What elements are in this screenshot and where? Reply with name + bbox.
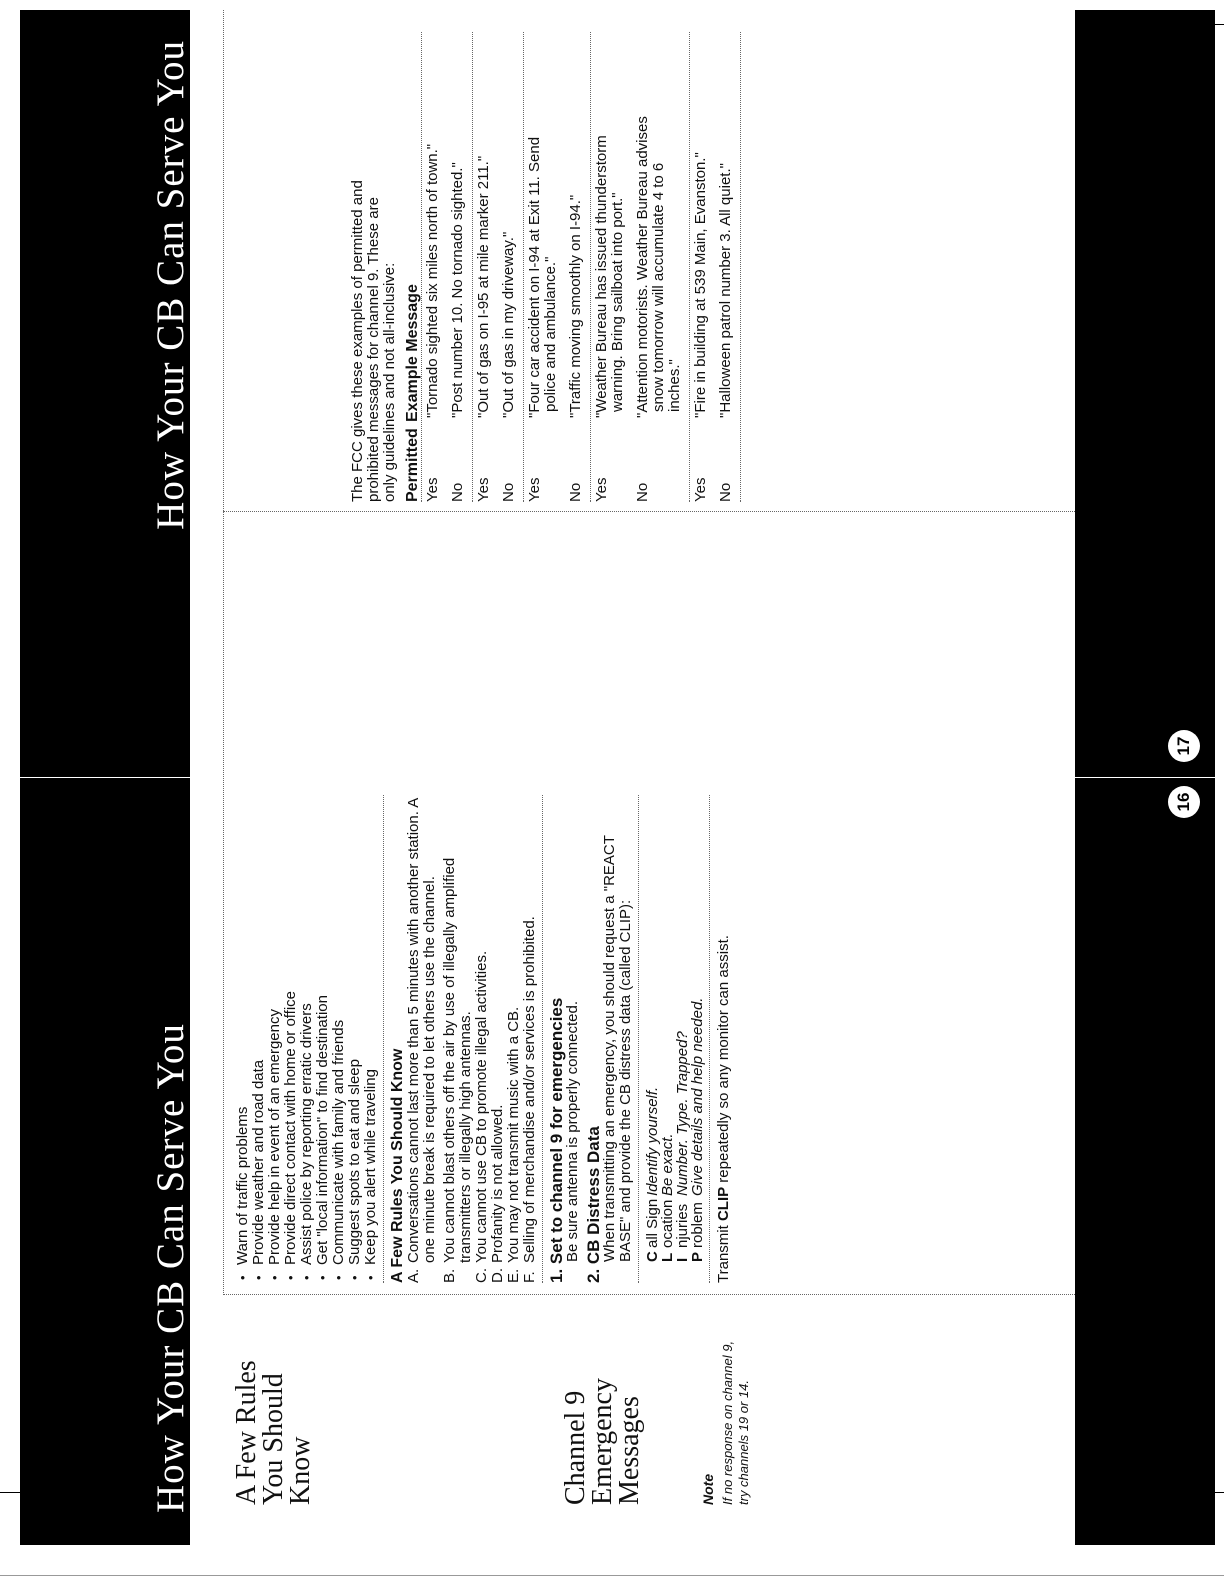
table-row: [447, 32, 472, 502]
table-row: [690, 32, 715, 502]
clip-row: [660, 795, 675, 1262]
divider: [740, 32, 741, 502]
clip-key: L: [659, 1252, 676, 1262]
list-item: • Keep you alert while traveling: [363, 795, 379, 1283]
uses-list: [235, 795, 379, 1283]
message-cell: "Weather Bureau has issued thunderstorm warning. Bring sailboat into port.": [593, 135, 626, 418]
step2-title: 2. CB Distress Data: [584, 1126, 603, 1283]
table-row: [422, 32, 447, 502]
list-item: • Provide weather and road data: [251, 795, 267, 1283]
side-heading-rules: A Few Rules You Should Know: [231, 1360, 316, 1505]
transmit-line: [716, 795, 732, 1283]
clip-word: all Sign: [644, 1198, 661, 1248]
clip-key: P: [689, 1251, 706, 1262]
rule-item: [406, 795, 438, 1283]
rule-letter: D.: [489, 1268, 506, 1283]
step1-title: 1. Set to channel 9 for emergencies: [547, 997, 566, 1283]
message-cell: "Halloween patrol number 3. All quiet.": [717, 163, 734, 418]
side-heading-channel9: Channel 9 Emergency Messages: [560, 1378, 645, 1505]
column-divider: [223, 1294, 1075, 1295]
rule-letter: B.: [441, 1268, 458, 1283]
divider: [542, 795, 543, 1283]
list-item: • Suggest spots to eat and sleep: [347, 795, 363, 1283]
rules-list: [406, 795, 538, 1283]
left-content: [235, 795, 732, 1283]
clip-word: njuries: [674, 1203, 691, 1248]
clip-desc: Identify yourself.: [644, 1086, 661, 1196]
column-divider: [223, 511, 1075, 512]
page-footer: [1075, 778, 1215, 1545]
message-cell: "Traffic moving smoothly on I-94.": [567, 194, 584, 418]
crop-mark: [0, 1575, 1224, 1576]
header-title: How Your CB Can Serve You: [149, 1023, 192, 1513]
col-example: Example Message: [404, 284, 421, 422]
header-rule: [190, 778, 224, 1295]
note-label: Note: [700, 1473, 716, 1505]
clip-key: I: [674, 1257, 691, 1262]
transmit-clip: CLIP: [715, 1186, 732, 1222]
rule-text: You may not transmit music with a CB.: [505, 1006, 522, 1263]
table-row: [565, 32, 590, 502]
rule-item: [506, 795, 522, 1283]
divider: [709, 795, 710, 1283]
message-cell: "Tornado sighted six miles north of town.": [424, 143, 441, 418]
clip-row: [675, 795, 690, 1262]
permitted-cell: No: [634, 482, 651, 502]
table-row: [715, 32, 740, 502]
intro-text: The FCC gives these examples of permitted and prohibited messages for channel 9. These are only guidelines and not all-inclusive:: [349, 180, 398, 502]
divider: [638, 795, 639, 1283]
permitted-cell: No: [449, 482, 466, 502]
clip-desc: Give details and help needed.: [689, 997, 706, 1196]
permitted-cell: Yes: [692, 477, 709, 502]
examples-table: [405, 32, 741, 502]
note-text: If no response on channel 9, try channels 19 or 14.: [720, 1340, 751, 1505]
rule-text: You cannot blast others off the air by use of illegally amplified transmitters or illegally high antennas.: [441, 857, 474, 1263]
list-item: • Warn of traffic problems: [235, 795, 251, 1283]
message-cell: "Four car accident on I-94 at Exit 11. Send police and ambulance.": [526, 136, 559, 418]
page-17: [20, 10, 1215, 777]
transmit-pre: Transmit: [715, 1225, 732, 1283]
col-permitted: Permitted: [404, 428, 421, 502]
step1-text: Be sure antenna is properly connected.: [564, 1001, 581, 1262]
table-row: [524, 32, 565, 502]
list-item: • Communicate with family and friends: [331, 795, 347, 1283]
table-row: [591, 32, 632, 502]
divider: [383, 795, 384, 1283]
message-cell: "Post number 10. No tornado sighted.": [449, 162, 466, 418]
step2-text: When transmitting an emergency, you should request a "REACT BASE" and provide the CB distress data (called CLIP):: [601, 835, 634, 1262]
rule-item: [522, 795, 538, 1283]
permitted-cell: Yes: [526, 477, 543, 502]
rule-text: Conversations cannot last more than 5 minutes with another station. A one minute break is required to let others use the channel.: [405, 798, 438, 1263]
booklet-spread: [20, 10, 1215, 1545]
rule-letter: E.: [505, 1268, 522, 1283]
page-footer: [1075, 10, 1215, 777]
message-cell: "Attention motorists. Weather Bureau advises snow tomorrow will accumulate 4 to 6 inches.": [634, 116, 683, 418]
table-row: [473, 32, 498, 502]
rules-title: A Few Rules You Should Know: [389, 1048, 406, 1283]
list-item: • Provide direct contact with home or office: [283, 795, 299, 1283]
rule-item: [474, 795, 490, 1283]
table-header: [405, 32, 421, 502]
page-number: 17: [1168, 730, 1200, 762]
clip-word: ocation: [659, 1199, 676, 1248]
message-cell: "Out of gas on I-95 at mile marker 211.": [475, 155, 492, 418]
clip-row: [645, 795, 660, 1262]
rule-letter: A.: [405, 1268, 422, 1283]
message-cell: "Fire in building at 539 Main, Evanston.": [692, 152, 709, 418]
list-item: • Get "local information" to find destination: [315, 795, 331, 1283]
header-rule: [190, 10, 224, 777]
crop-mark: [1105, 1492, 1224, 1493]
list-item: • Provide help in event of an emergency: [267, 795, 283, 1283]
crop-mark: [1105, 24, 1224, 25]
page-number: 16: [1168, 786, 1200, 818]
permitted-cell: No: [500, 482, 517, 502]
rule-item: [442, 795, 474, 1283]
rule-text: Selling of merchandise and/or services is prohibited.: [521, 916, 538, 1263]
clip-list: [645, 795, 705, 1283]
rule-letter: F.: [521, 1271, 538, 1283]
header-title: How Your CB Can Serve You: [149, 40, 192, 530]
clip-key: C: [644, 1251, 661, 1262]
table-row: [632, 32, 689, 502]
crop-mark: [0, 1492, 80, 1493]
clip-desc: Number. Type. Trapped?: [674, 1031, 691, 1196]
permitted-cell: Yes: [424, 477, 441, 502]
rule-letter: C.: [473, 1268, 490, 1283]
rule-text: You cannot use CB to promote illegal activities.: [473, 950, 490, 1263]
list-item: • Assist police by reporting erratic drivers: [299, 795, 315, 1283]
message-cell: "Out of gas in my driveway.": [500, 231, 517, 418]
permitted-cell: Yes: [475, 477, 492, 502]
page-header: [20, 778, 190, 1545]
rule-item: [490, 795, 506, 1283]
clip-word: roblem: [689, 1202, 706, 1248]
clip-desc: Be exact.: [659, 1133, 676, 1196]
page-16: [20, 778, 1215, 1545]
permitted-cell: No: [567, 482, 584, 502]
clip-row: [690, 795, 705, 1262]
table-row: [498, 32, 523, 502]
permitted-cell: Yes: [593, 477, 610, 502]
transmit-post: repeatedly so any monitor can assist.: [715, 935, 732, 1183]
permitted-cell: No: [717, 482, 734, 502]
rule-text: Profanity is not allowed.: [489, 1104, 506, 1263]
page-header: [20, 10, 190, 777]
